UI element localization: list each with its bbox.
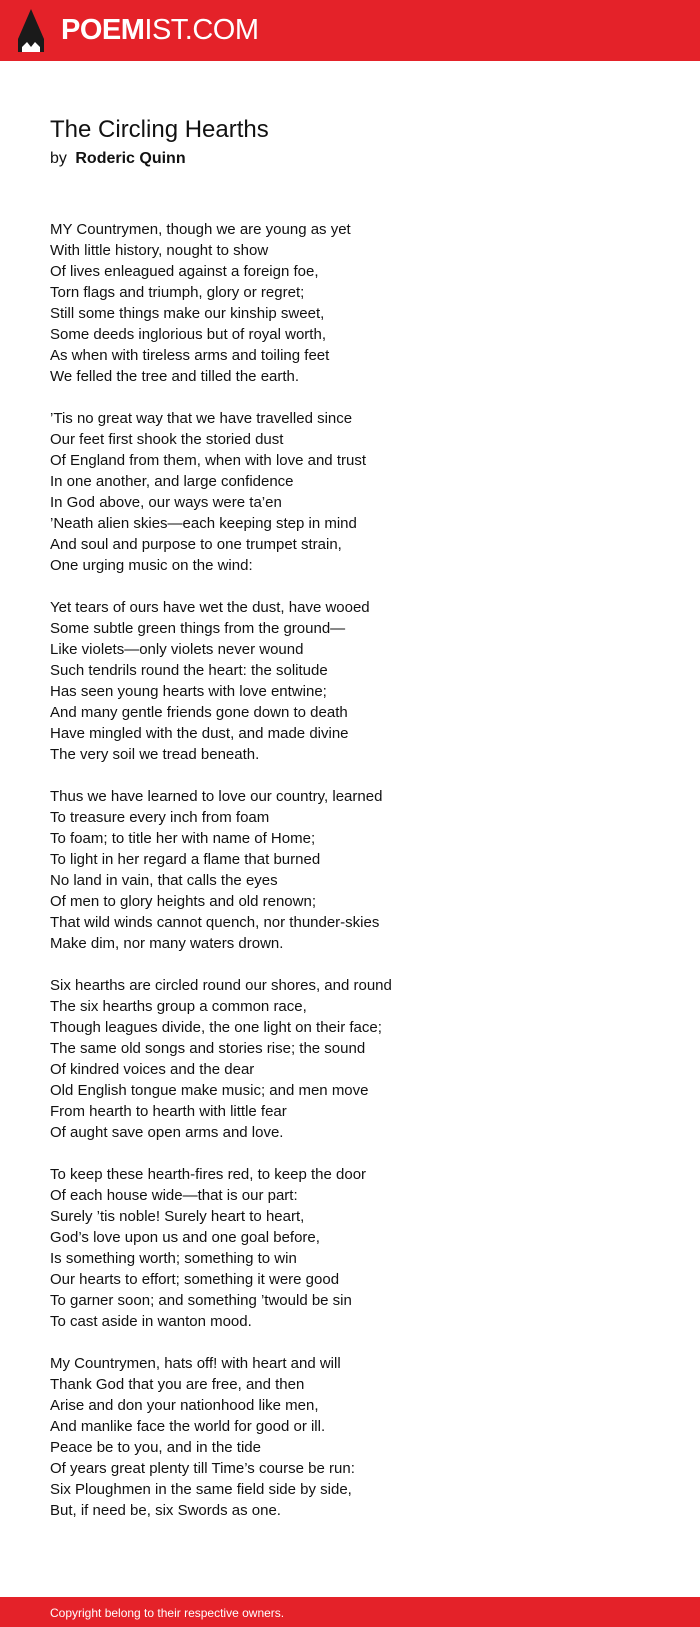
poem-line: And soul and purpose to one trumpet strain, [50, 536, 342, 553]
logo-wordmark-bold: POEM [61, 14, 145, 46]
poem-line: Have mingled with the dust, and made divine [50, 725, 349, 742]
stanza [50, 975, 650, 1143]
poem-line: Old English tongue make music; and men move [50, 1082, 369, 1099]
poem-line: No land in vain, that calls the eyes [50, 872, 278, 889]
poem-line: Is something worth; something to win [50, 1250, 297, 1267]
poem-line: The six hearths group a common race, [50, 998, 307, 1015]
poem-body [50, 219, 650, 1542]
site-header [0, 0, 700, 61]
poem-line: From hearth to hearth with little fear [50, 1103, 287, 1120]
poem-line: Such tendrils round the heart: the solitude [50, 662, 328, 679]
poem-line: To light in her regard a flame that burned [50, 851, 321, 868]
poem-byline [50, 148, 186, 170]
poem-line: As when with tireless arms and toiling feet [50, 347, 330, 364]
poem-line: Of years great plenty till Time’s course be run: [50, 1460, 355, 1477]
stanza [50, 408, 650, 576]
poem-line: Of men to glory heights and old renown; [50, 893, 316, 910]
poem-line: Some deeds inglorious but of royal worth, [50, 326, 326, 343]
logo-wordmark-light: IST.COM [144, 14, 259, 46]
poem-title: The Circling Hearths [50, 116, 269, 143]
poem-line: To garner soon; and something ’twould be sin [50, 1292, 352, 1309]
poem-line: The same old songs and stories rise; the sound [50, 1040, 366, 1057]
poem-line: Thank God that you are free, and then [50, 1376, 305, 1393]
stanza [50, 219, 650, 387]
poem-line: Our hearts to effort; something it were good [50, 1271, 340, 1288]
poem-line: That wild winds cannot quench, nor thunder-skies [50, 914, 380, 931]
poem-line: And many gentle friends gone down to death [50, 704, 348, 721]
poem-line: Has seen young hearts with love entwine; [50, 683, 327, 700]
poem-line: ’Tis no great way that we have travelled since [50, 410, 353, 427]
poem-line: Thus we have learned to love our country, learned [50, 788, 383, 805]
poem-line: But, if need be, six Swords as one. [50, 1502, 281, 1519]
poem-line: Of England from them, when with love and trust [50, 452, 366, 469]
poem-line: Surely ’tis noble! Surely heart to heart, [50, 1208, 305, 1225]
poem-line: In one another, and large confidence [50, 473, 294, 490]
poem-line: Six hearths are circled round our shores, and round [50, 977, 392, 994]
pencil-icon [18, 9, 44, 52]
poem-line: Six Ploughmen in the same field side by side, [50, 1481, 352, 1498]
poem-line: Like violets—only violets never wound [50, 641, 304, 658]
poem-line: Some subtle green things from the ground— [50, 620, 346, 637]
poem-line: Of lives enleagued against a foreign foe, [50, 263, 319, 280]
poem-line: Our feet first shook the storied dust [50, 431, 284, 448]
by-label: by [50, 150, 67, 167]
stanza [50, 786, 650, 954]
stanza [50, 597, 650, 765]
poem-line: Still some things make our kinship sweet, [50, 305, 325, 322]
poem-line: My Countrymen, hats off! with heart and will [50, 1355, 341, 1372]
poem-line: With little history, nought to show [50, 242, 269, 259]
poem-line: To foam; to title her with name of Home; [50, 830, 316, 847]
copyright-notice: Copyright belong to their respective owners. [50, 1606, 285, 1620]
poem-line: ’Neath alien skies—each keeping step in mind [50, 515, 357, 532]
poem-line: To cast aside in wanton mood. [50, 1313, 252, 1330]
stanza [50, 1353, 650, 1521]
poem-line: Peace be to you, and in the tide [50, 1439, 261, 1456]
poem-line: We felled the tree and tilled the earth. [50, 368, 300, 385]
logo-wordmark [61, 13, 259, 47]
poem-line: Of each house wide—that is our part: [50, 1187, 298, 1204]
poem-line: Of kindred voices and the dear [50, 1061, 255, 1078]
poem-line: Arise and don your nationhood like men, [50, 1397, 319, 1414]
poem-line: And manlike face the world for good or ill. [50, 1418, 326, 1435]
poem-line: The very soil we tread beneath. [50, 746, 260, 763]
poem-line: Make dim, nor many waters drown. [50, 935, 284, 952]
poem-line: MY Countrymen, though we are young as yet [50, 221, 351, 238]
stanza [50, 1164, 650, 1332]
poem-line: One urging music on the wind: [50, 557, 253, 574]
poem-line: To treasure every inch from foam [50, 809, 270, 826]
site-footer [0, 1597, 700, 1627]
poem-line: In God above, our ways were ta’en [50, 494, 282, 511]
poem-line: Of aught save open arms and love. [50, 1124, 284, 1141]
poem-line: Torn flags and triumph, glory or regret; [50, 284, 305, 301]
poem-line: Yet tears of ours have wet the dust, have wooed [50, 599, 370, 616]
poem-line: To keep these hearth-fires red, to keep the door [50, 1166, 367, 1183]
author-link[interactable]: Roderic Quinn [75, 150, 186, 167]
poem-line: Though leagues divide, the one light on their face; [50, 1019, 382, 1036]
poem-line: God’s love upon us and one goal before, [50, 1229, 320, 1246]
